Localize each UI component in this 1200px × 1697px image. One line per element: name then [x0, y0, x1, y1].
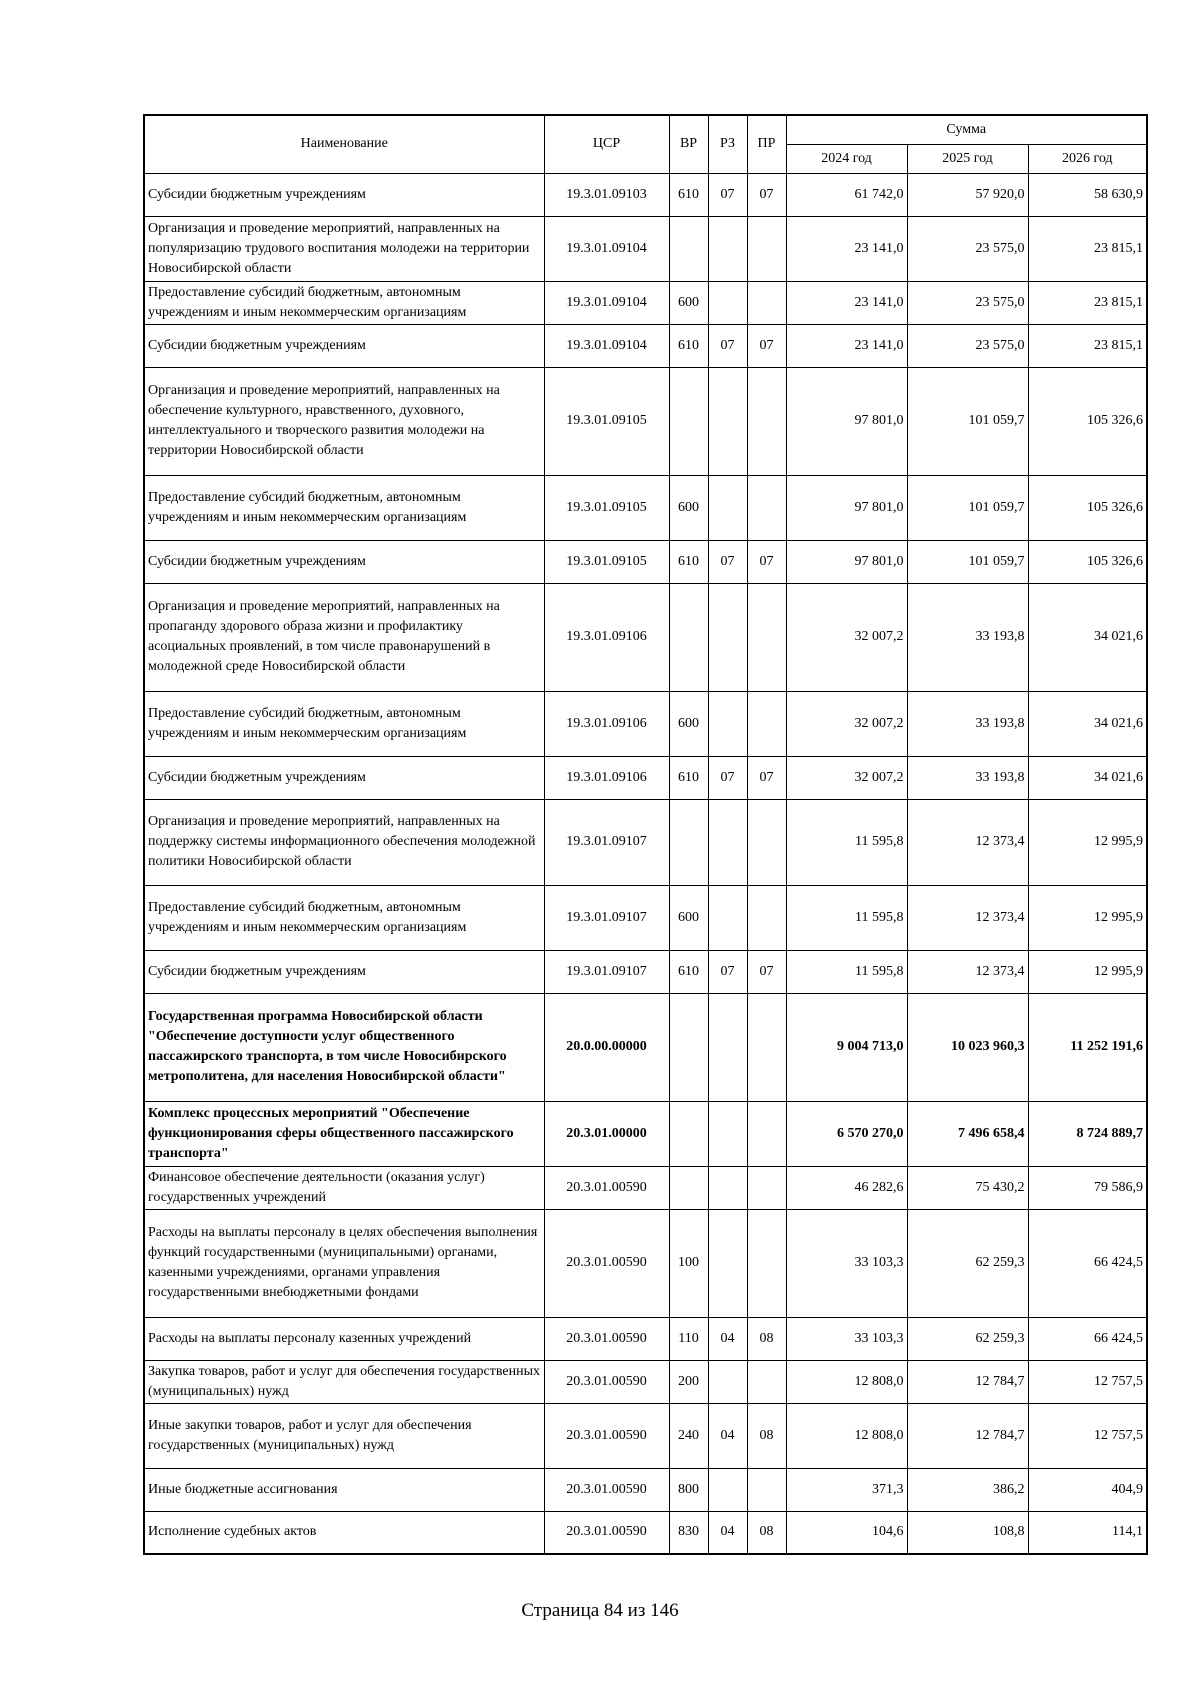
row-2025: 62 259,3 [907, 1209, 1028, 1317]
row-pr [747, 691, 786, 756]
row-name: Иные закупки товаров, работ и услуг для обеспечения государственных (муниципальных) нужд [144, 1403, 544, 1468]
row-2026: 34 021,6 [1028, 583, 1147, 691]
row-2025: 62 259,3 [907, 1317, 1028, 1360]
row-pr [747, 885, 786, 950]
row-pr: 08 [747, 1511, 786, 1554]
row-rz: 07 [708, 540, 747, 583]
header-rz: РЗ [708, 115, 747, 173]
row-2025: 75 430,2 [907, 1166, 1028, 1209]
row-rz [708, 1360, 747, 1403]
table-row [144, 324, 1147, 367]
row-rz: 07 [708, 950, 747, 993]
row-pr: 07 [747, 540, 786, 583]
row-vr [669, 799, 708, 885]
page-number: Страница 84 из 146 [521, 1600, 679, 1621]
row-2026: 34 021,6 [1028, 756, 1147, 799]
table-row [144, 216, 1147, 281]
row-2026: 105 326,6 [1028, 475, 1147, 540]
row-pr: 08 [747, 1317, 786, 1360]
row-vr: 600 [669, 885, 708, 950]
table-row [144, 691, 1147, 756]
row-2025: 33 193,8 [907, 691, 1028, 756]
header-vr: ВР [669, 115, 708, 173]
row-2024: 12 808,0 [786, 1403, 907, 1468]
row-2026: 114,1 [1028, 1511, 1147, 1554]
row-2025: 23 575,0 [907, 281, 1028, 324]
row-2026: 12 995,9 [1028, 799, 1147, 885]
row-2026: 12 757,5 [1028, 1360, 1147, 1403]
header-2026: 2026 год [1028, 144, 1147, 173]
row-vr [669, 993, 708, 1101]
row-rz [708, 993, 747, 1101]
row-csr: 19.3.01.09104 [544, 281, 669, 324]
row-rz: 07 [708, 324, 747, 367]
table-row [144, 367, 1147, 475]
row-2024: 97 801,0 [786, 367, 907, 475]
row-vr: 600 [669, 475, 708, 540]
row-2024: 32 007,2 [786, 756, 907, 799]
row-2024: 32 007,2 [786, 691, 907, 756]
row-2025: 101 059,7 [907, 475, 1028, 540]
row-vr: 610 [669, 173, 708, 216]
row-csr: 20.3.01.00590 [544, 1317, 669, 1360]
row-2024: 371,3 [786, 1468, 907, 1511]
row-2026: 79 586,9 [1028, 1166, 1147, 1209]
row-2025: 12 373,4 [907, 799, 1028, 885]
header-name: Наименование [144, 115, 544, 173]
row-name: Государственная программа Новосибирской области "Обеспечение доступности услуг общественного пассажирского транспорта, в том числе Новосибирского метрополитена, для населения Новосибирской области" [144, 993, 544, 1101]
row-pr: 07 [747, 950, 786, 993]
row-name: Субсидии бюджетным учреждениям [144, 324, 544, 367]
row-name: Исполнение судебных актов [144, 1511, 544, 1554]
row-2026: 12 995,9 [1028, 885, 1147, 950]
row-2025: 12 784,7 [907, 1403, 1028, 1468]
header-sum: Сумма [786, 115, 1147, 144]
row-rz: 04 [708, 1317, 747, 1360]
table-row [144, 1360, 1147, 1403]
row-name: Предоставление субсидий бюджетным, автономным учреждениям и иным некоммерческим организациям [144, 281, 544, 324]
row-2025: 23 575,0 [907, 324, 1028, 367]
row-2024: 12 808,0 [786, 1360, 907, 1403]
row-2026: 23 815,1 [1028, 324, 1147, 367]
row-2025: 57 920,0 [907, 173, 1028, 216]
row-vr: 610 [669, 756, 708, 799]
table-row [144, 1317, 1147, 1360]
table-row [144, 1101, 1147, 1166]
row-2026: 34 021,6 [1028, 691, 1147, 756]
row-vr: 600 [669, 691, 708, 756]
row-csr: 19.3.01.09106 [544, 583, 669, 691]
row-2025: 33 193,8 [907, 583, 1028, 691]
row-name: Предоставление субсидий бюджетным, автономным учреждениям и иным некоммерческим организациям [144, 691, 544, 756]
budget-table [143, 114, 1148, 1555]
row-2025: 386,2 [907, 1468, 1028, 1511]
row-name: Субсидии бюджетным учреждениям [144, 950, 544, 993]
row-2024: 33 103,3 [786, 1209, 907, 1317]
row-name: Иные бюджетные ассигнования [144, 1468, 544, 1511]
row-pr [747, 1209, 786, 1317]
row-2024: 33 103,3 [786, 1317, 907, 1360]
row-pr: 07 [747, 173, 786, 216]
row-pr [747, 583, 786, 691]
row-2025: 7 496 658,4 [907, 1101, 1028, 1166]
row-rz: 04 [708, 1403, 747, 1468]
table-header [144, 115, 1147, 173]
row-rz [708, 1468, 747, 1511]
row-name: Финансовое обеспечение деятельности (оказания услуг) государственных учреждений [144, 1166, 544, 1209]
row-csr: 20.3.01.00590 [544, 1511, 669, 1554]
row-csr: 20.3.01.00590 [544, 1166, 669, 1209]
table-row [144, 993, 1147, 1101]
row-csr: 20.3.01.00590 [544, 1360, 669, 1403]
table-row [144, 799, 1147, 885]
row-2025: 10 023 960,3 [907, 993, 1028, 1101]
row-2024: 9 004 713,0 [786, 993, 907, 1101]
row-csr: 19.3.01.09105 [544, 475, 669, 540]
row-2024: 32 007,2 [786, 583, 907, 691]
row-vr: 100 [669, 1209, 708, 1317]
row-rz [708, 691, 747, 756]
row-name: Организация и проведение мероприятий, направленных на пропаганду здорового образа жизни и профилактику асоциальных проявлений, в том числе правонарушений в молодежной среде Новосибирской области [144, 583, 544, 691]
row-name: Организация и проведение мероприятий, направленных на поддержку системы информационного обеспечения молодежной политики Новосибирской области [144, 799, 544, 885]
table-row [144, 1209, 1147, 1317]
row-vr [669, 1101, 708, 1166]
row-vr [669, 1166, 708, 1209]
row-vr [669, 216, 708, 281]
row-vr [669, 367, 708, 475]
row-2025: 23 575,0 [907, 216, 1028, 281]
row-pr [747, 281, 786, 324]
row-name: Организация и проведение мероприятий, направленных на популяризацию трудового воспитания молодежи на территории Новосибирской области [144, 216, 544, 281]
row-2026: 11 252 191,6 [1028, 993, 1147, 1101]
table-row [144, 1166, 1147, 1209]
row-rz [708, 1101, 747, 1166]
row-2024: 61 742,0 [786, 173, 907, 216]
row-2026: 66 424,5 [1028, 1209, 1147, 1317]
row-2024: 23 141,0 [786, 216, 907, 281]
row-rz [708, 1166, 747, 1209]
row-2026: 12 995,9 [1028, 950, 1147, 993]
table-row [144, 173, 1147, 216]
row-2026: 12 757,5 [1028, 1403, 1147, 1468]
row-rz [708, 583, 747, 691]
row-2025: 101 059,7 [907, 540, 1028, 583]
header-2025: 2025 год [907, 144, 1028, 173]
row-csr: 19.3.01.09107 [544, 799, 669, 885]
header-2024: 2024 год [786, 144, 907, 173]
row-vr: 610 [669, 324, 708, 367]
row-2024: 6 570 270,0 [786, 1101, 907, 1166]
row-name: Субсидии бюджетным учреждениям [144, 756, 544, 799]
table-row [144, 950, 1147, 993]
row-csr: 19.3.01.09107 [544, 885, 669, 950]
row-csr: 19.3.01.09104 [544, 324, 669, 367]
row-vr: 800 [669, 1468, 708, 1511]
row-2024: 46 282,6 [786, 1166, 907, 1209]
row-rz: 07 [708, 173, 747, 216]
row-rz [708, 799, 747, 885]
row-2026: 404,9 [1028, 1468, 1147, 1511]
table-row [144, 1403, 1147, 1468]
row-pr: 07 [747, 756, 786, 799]
row-name: Предоставление субсидий бюджетным, автономным учреждениям и иным некоммерческим организациям [144, 885, 544, 950]
row-csr: 20.3.01.00590 [544, 1403, 669, 1468]
row-csr: 19.3.01.09103 [544, 173, 669, 216]
row-2026: 66 424,5 [1028, 1317, 1147, 1360]
row-pr [747, 799, 786, 885]
table-row [144, 885, 1147, 950]
row-vr: 610 [669, 540, 708, 583]
row-vr: 600 [669, 281, 708, 324]
row-2026: 23 815,1 [1028, 281, 1147, 324]
row-name: Субсидии бюджетным учреждениям [144, 540, 544, 583]
row-rz: 07 [708, 756, 747, 799]
row-csr: 20.0.00.00000 [544, 993, 669, 1101]
row-pr [747, 1468, 786, 1511]
row-name: Организация и проведение мероприятий, направленных на обеспечение культурного, нравственного, духовного, интеллектуального и творческого развития молодежи на территории Новосибирской области [144, 367, 544, 475]
row-rz [708, 216, 747, 281]
row-vr [669, 583, 708, 691]
row-rz [708, 475, 747, 540]
table-row [144, 540, 1147, 583]
table-row [144, 1511, 1147, 1554]
row-pr [747, 1101, 786, 1166]
row-pr: 08 [747, 1403, 786, 1468]
row-2026: 8 724 889,7 [1028, 1101, 1147, 1166]
row-vr: 830 [669, 1511, 708, 1554]
row-vr: 200 [669, 1360, 708, 1403]
row-csr: 19.3.01.09106 [544, 691, 669, 756]
row-name: Предоставление субсидий бюджетным, автономным учреждениям и иным некоммерческим организациям [144, 475, 544, 540]
row-pr [747, 1360, 786, 1403]
table-row [144, 1468, 1147, 1511]
row-rz [708, 1209, 747, 1317]
row-pr [747, 216, 786, 281]
row-2026: 23 815,1 [1028, 216, 1147, 281]
row-name: Комплекс процессных мероприятий "Обеспечение функционирования сферы общественного пассажирского транспорта" [144, 1101, 544, 1166]
row-pr [747, 993, 786, 1101]
row-name: Расходы на выплаты персоналу в целях обеспечения выполнения функций государственными (муниципальными) органами, казенными учреждениями, органами управления государственными внебюджетными фондами [144, 1209, 544, 1317]
row-2024: 23 141,0 [786, 324, 907, 367]
row-2024: 97 801,0 [786, 540, 907, 583]
row-name: Субсидии бюджетным учреждениям [144, 173, 544, 216]
row-csr: 19.3.01.09107 [544, 950, 669, 993]
row-name: Закупка товаров, работ и услуг для обеспечения государственных (муниципальных) нужд [144, 1360, 544, 1403]
table-body [144, 173, 1147, 1554]
row-2026: 105 326,6 [1028, 367, 1147, 475]
row-vr: 610 [669, 950, 708, 993]
row-rz [708, 281, 747, 324]
row-2025: 33 193,8 [907, 756, 1028, 799]
row-name: Расходы на выплаты персоналу казенных учреждений [144, 1317, 544, 1360]
row-rz [708, 885, 747, 950]
row-2025: 108,8 [907, 1511, 1028, 1554]
row-2024: 11 595,8 [786, 799, 907, 885]
row-2025: 12 784,7 [907, 1360, 1028, 1403]
row-csr: 19.3.01.09106 [544, 756, 669, 799]
row-pr [747, 367, 786, 475]
row-pr: 07 [747, 324, 786, 367]
row-rz: 04 [708, 1511, 747, 1554]
row-csr: 20.3.01.00000 [544, 1101, 669, 1166]
row-2024: 23 141,0 [786, 281, 907, 324]
row-2024: 104,6 [786, 1511, 907, 1554]
row-2026: 58 630,9 [1028, 173, 1147, 216]
header-csr: ЦСР [544, 115, 669, 173]
row-vr: 240 [669, 1403, 708, 1468]
row-csr: 19.3.01.09105 [544, 540, 669, 583]
row-2024: 97 801,0 [786, 475, 907, 540]
table-row [144, 281, 1147, 324]
row-2024: 11 595,8 [786, 885, 907, 950]
row-rz [708, 367, 747, 475]
header-pr: ПР [747, 115, 786, 173]
row-2025: 12 373,4 [907, 950, 1028, 993]
row-csr: 20.3.01.00590 [544, 1209, 669, 1317]
row-csr: 19.3.01.09104 [544, 216, 669, 281]
row-2025: 12 373,4 [907, 885, 1028, 950]
row-vr: 110 [669, 1317, 708, 1360]
row-pr [747, 475, 786, 540]
row-csr: 20.3.01.00590 [544, 1468, 669, 1511]
row-2025: 101 059,7 [907, 367, 1028, 475]
table-row [144, 756, 1147, 799]
table-row [144, 475, 1147, 540]
row-2026: 105 326,6 [1028, 540, 1147, 583]
row-2024: 11 595,8 [786, 950, 907, 993]
row-csr: 19.3.01.09105 [544, 367, 669, 475]
table-row [144, 583, 1147, 691]
row-pr [747, 1166, 786, 1209]
